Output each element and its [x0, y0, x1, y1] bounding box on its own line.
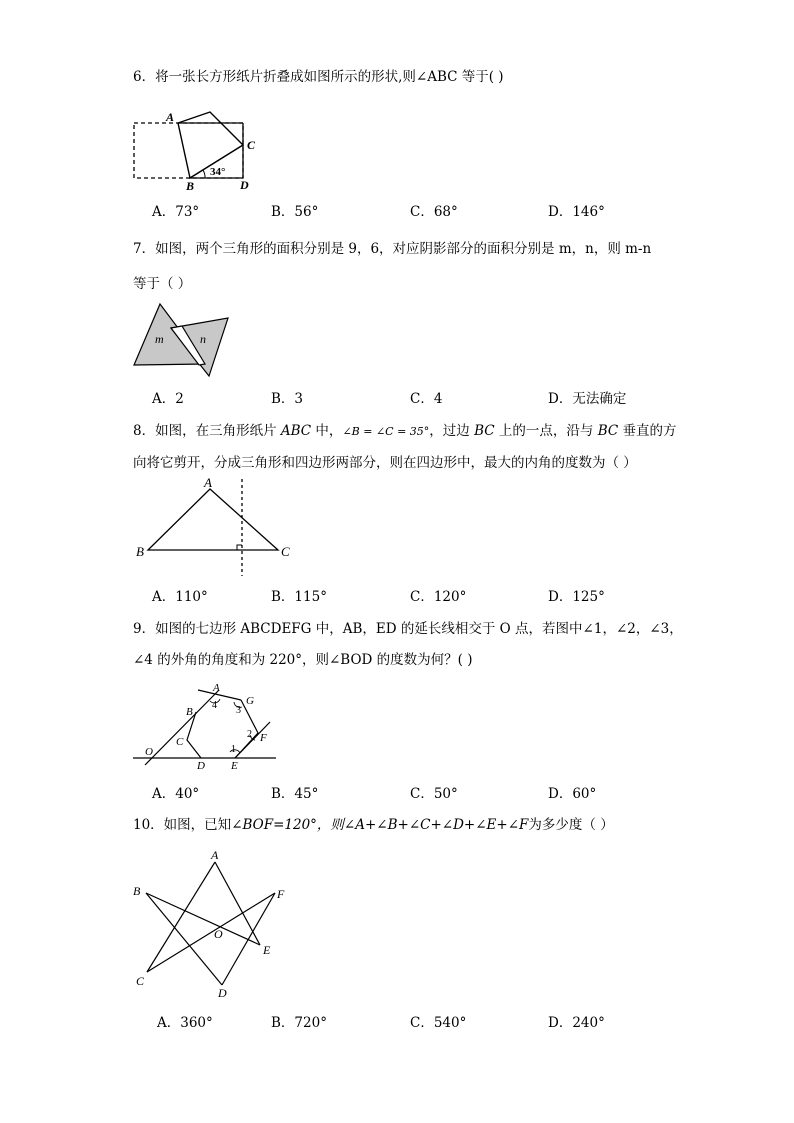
q10-label-E: E	[263, 943, 271, 957]
q7-label-n: n	[200, 332, 206, 346]
q9-label-C: C	[176, 736, 184, 748]
q9-option-b[interactable]: B．45°	[271, 786, 319, 802]
q8-triangle	[148, 489, 278, 550]
q8-stem-line1: 8．如图，在三角形纸片 ABC 中，∠B = ∠C = 35°，过边 BC 上的一点，沿与 BC 垂直的方	[133, 423, 677, 439]
q8-label-A: A	[204, 475, 212, 490]
q9-label-2: 2	[247, 729, 252, 740]
q9-stem-line1: 9．如图的七边形 ABCDEFG 中，AB，ED 的延长线相交于 O 点，若图中∠1，∠2，∠3，	[133, 621, 683, 637]
q7-option-a[interactable]: A．2	[152, 391, 184, 407]
q9-label-E: E	[231, 760, 238, 772]
q9-label-O: O	[145, 746, 153, 758]
q10-option-b[interactable]: B．720°	[271, 1015, 327, 1031]
q9-label-G: G	[246, 695, 254, 707]
q10-label-F: F	[277, 887, 285, 901]
q6-option-c[interactable]: C．68°	[410, 204, 458, 220]
q6-label-A: A	[166, 110, 175, 124]
q8-option-d[interactable]: D．125°	[548, 589, 605, 605]
q10-line-FD	[222, 893, 275, 985]
q9-label-1: 1	[231, 744, 236, 755]
q9-option-a[interactable]: A．40°	[152, 786, 200, 802]
q6-figure	[128, 105, 268, 195]
q6-option-d[interactable]: D．146°	[548, 204, 605, 220]
q9-label-B: B	[186, 706, 193, 718]
q9-figure	[130, 678, 280, 773]
q10-line-BD	[146, 893, 222, 985]
q9-line-OA	[145, 690, 219, 765]
q9-label-4: 4	[212, 700, 217, 711]
q6-stem: 6．将一张长方形纸片折叠成如图所示的形状,则∠ABC 等于( )	[133, 69, 504, 85]
q6-label-C: C	[247, 138, 256, 152]
q9-option-d[interactable]: D．60°	[548, 786, 597, 802]
q7-stem-line1: 7．如图，两个三角形的面积分别是 9，6，对应阴影部分的面积分别是 m，n，则 m-n	[133, 241, 652, 257]
q7-label-m: m	[155, 332, 164, 346]
q10-figure	[130, 845, 290, 1000]
q10-line-FC	[147, 893, 275, 972]
q10-line-AC	[147, 862, 215, 972]
q9-label-D: D	[197, 760, 205, 772]
q10-label-O: O	[214, 927, 223, 941]
q9-label-F: F	[260, 732, 267, 744]
q8-figure	[133, 475, 298, 580]
q7-option-c[interactable]: C．4	[410, 391, 443, 407]
q9-label-3: 3	[236, 705, 241, 716]
q10-label-B: B	[133, 884, 141, 898]
q10-option-d[interactable]: D．240°	[548, 1015, 605, 1031]
q7-option-d[interactable]: D．无法确定	[548, 391, 627, 407]
q8-option-c[interactable]: C．120°	[410, 589, 467, 605]
q9-option-c[interactable]: C．50°	[410, 786, 458, 802]
q6-label-D: D	[240, 178, 249, 192]
q10-label-C: C	[136, 974, 145, 988]
q10-option-a[interactable]: A．360°	[157, 1015, 213, 1031]
q10-stem: 10．如图，已知∠BOF=120°，则∠A+∠B+∠C+∠D+∠E+∠F为多少度（ ）	[133, 817, 614, 833]
q10-option-c[interactable]: C．540°	[410, 1015, 467, 1031]
q6-label-B: B	[186, 179, 195, 193]
q8-label-C: C	[281, 544, 290, 559]
q6-option-a[interactable]: A．73°	[152, 204, 200, 220]
q6-angle-label: 34°	[210, 166, 226, 178]
q8-right-angle-mark	[237, 545, 242, 550]
q8-label-B: B	[136, 544, 144, 559]
q6-option-b[interactable]: B．56°	[271, 204, 319, 220]
q8-option-b[interactable]: B．115°	[271, 589, 327, 605]
q9-stem-line2: ∠4 的外角的角度和为 220°，则∠BOD 的度数为何？( )	[133, 652, 473, 668]
q7-option-b[interactable]: B．3	[271, 391, 304, 407]
q8-option-a[interactable]: A．110°	[152, 589, 208, 605]
q10-label-A: A	[211, 848, 219, 862]
q7-figure	[130, 302, 235, 382]
q9-label-A: A	[213, 682, 220, 694]
q10-label-D: D	[218, 986, 227, 1000]
q7-stem-line2: 等于（ ）	[133, 276, 192, 292]
q8-stem-line2: 向将它剪开，分成三角形和四边形两部分，则在四边形中，最大的内角的度数为（ ）	[133, 455, 637, 471]
